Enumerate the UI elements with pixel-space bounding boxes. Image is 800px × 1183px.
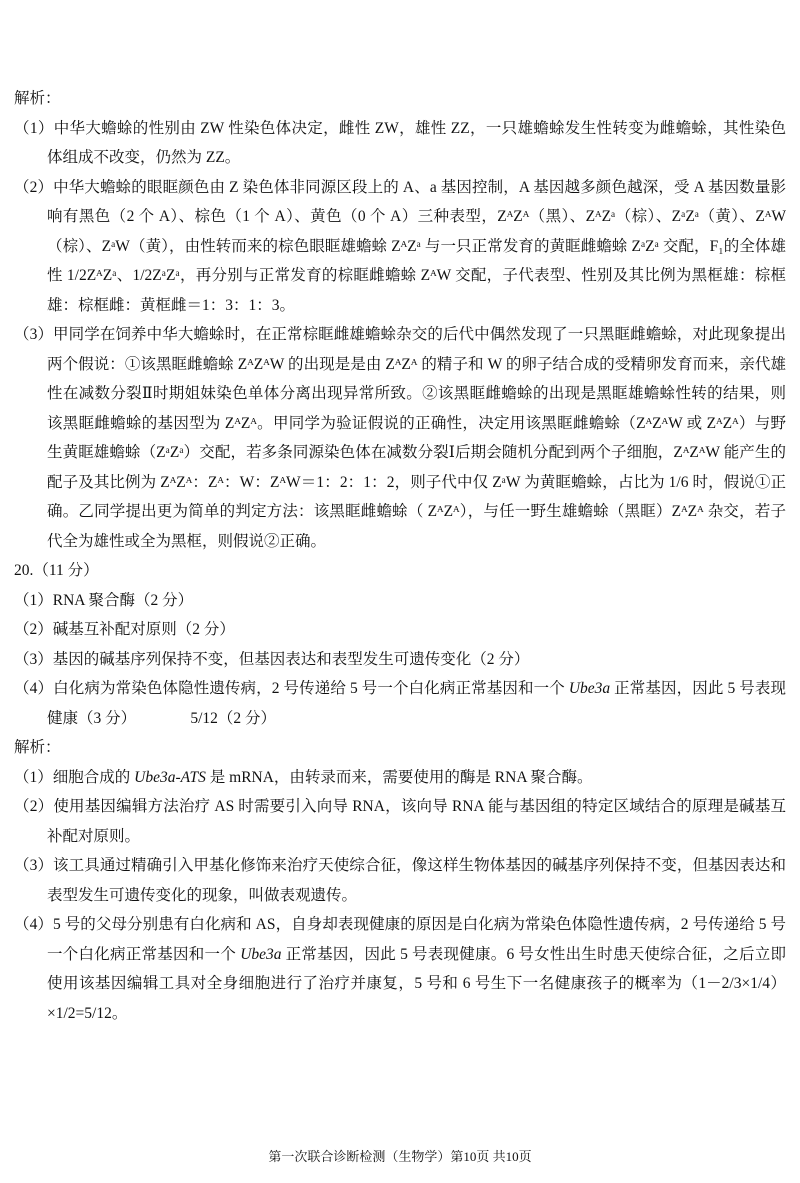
text-run: 正常基因，因此 5 号表现健康（3 分） 5/12（2 分） [47, 680, 786, 727]
explain-item-4 [14, 910, 786, 1028]
analysis-item-2: （2）中华大蟾蜍的眼眶颜色由 Z 染色体非同源区段上的 A、a 基因控制，A 基因越多颜色越深，受 A 基因数量影响有黑色（2 个 A）、棕色（1 个 A）、黄色（0 个 A）三种表型，ZᴬZᴬ（黑）、ZᴬZᵃ（棕）、ZᵃZᵃ（黄）、ZᴬW（棕）、ZᵃW（黄），由性转而来的棕色眼眶雄蟾蜍 ZᴬZᵃ 与一只正常发育的黄眶雌蟾蜍 ZᵃZᵃ 交配，F₁的全体雄性 1/2ZᴬZᵃ、1/2ZᵃZᵃ，再分别与正常发育的棕眶雌蟾蜍 ZᴬW 交配，子代表型、性别及其比例为黑框雄：棕框雄：棕框雌：黄框雌＝1：3：1：3。 [14, 178, 786, 314]
gene-name-italic: Ube3a [568, 680, 611, 697]
explain-item-3: （3）该工具通过精确引入甲基化修饰来治疗天使综合征，像这样生物体基因的碱基序列保持不变，但基因表达和表型发生可遗传变化的现象，叫做表观遗传。 [14, 857, 786, 904]
text-run: 是 mRNA，由转录而来，需要使用的酶是 RNA 聚合酶。 [205, 768, 593, 786]
question-20-header: 20.（11 分） [14, 562, 99, 579]
text-run: （1）细胞合成的 [14, 768, 135, 786]
answer-item-3: （3）基因的碱基序列保持不变，但基因表达和表型发生可遗传变化（2 分） [14, 650, 530, 668]
gene-name-italic: Ube3a [240, 945, 282, 963]
analysis-item-1: （1）中华大蟾蜍的性别由 ZW 性染色体决定，雌性 ZW，雄性 ZZ，一只雄蟾蜍发生性转变为雌蟾蜍，其性染色体组成不改变，仍然为 ZZ。 [14, 119, 786, 166]
answer-item-2: （2）碱基互补配对原则（2 分） [14, 621, 235, 638]
analysis-heading-2: 解析： [14, 739, 61, 756]
answer-item-4 [14, 674, 786, 733]
text-run: 正常基因，因此 5 号表现健康。6 号女性出生时患天使综合征，之后立即使用该基因编辑工具对全身细胞进行了治疗并康复，5 号和 6 号生下一名健康孩子的概率为（1－2/3×1/4）×1/2=5/12。 [47, 945, 786, 1022]
text-run: （4）白化病为常染色体隐性遗传病，2 号传递给 5 号一个白化病正常基因和一个 [14, 680, 569, 697]
explain-item-1 [14, 763, 786, 793]
answer-item-1: （1）RNA 聚合酶（2 分） [14, 591, 194, 609]
document-content [14, 84, 786, 1028]
explain-item-2: （2）使用基因编辑方法治疗 AS 时需要引入向导 RNA，该向导 RNA 能与基因组的特定区域结合的原理是碱基互补配对原则。 [14, 798, 786, 845]
text-run: （4）5 号的父母分别患有白化病和 AS，自身却表现健康的原因是白化病为常染色体隐性遗传病，2 号传递给 5 号一个白化病正常基因和一个 [14, 916, 786, 963]
page-footer: 第一次联合诊断检测（生物学）第10页 共10页 [268, 1149, 532, 1164]
analysis-item-3: （3）甲同学在饲养中华大蟾蜍时，在正常棕眶雌雄蟾蜍杂交的后代中偶然发现了一只黑眶雌蟾蜍，对此现象提出两个假说：①该黑眶雌蟾蜍 ZᴬZᴬW 的出现是是由 ZᴬZᴬ 的精子和 W 的卵子结合成的受精卵发育而来，亲代雄性在减数分裂Ⅱ时期姐妹染色单体分离出现异常所致。②该黑眶雌蟾蜍的出现是黑眶雄蟾蜍性转的结果，则该黑眶雌蟾蜍的基因型为 ZᴬZᴬ。甲同学为验证假说的正确性，决定用该黑眶雌蟾蜍（ZᴬZᴬW 或 ZᴬZᴬ）与野生黄眶雄蟾蜍（ZᵃZᵃ）交配，若多条同源染色体在减数分裂Ⅰ后期会随机分配到两个子细胞，ZᴬZᴬW 能产生的配子及其比例为 ZᴬZᴬ：Zᴬ：W：ZᴬW＝1：2：1：2，则子代中仅 ZᵃW 为黄眶蟾蜍，占比为 1/6 时，假说①正确。乙同学提出更为简单的判定方法：该黑眶雌蟾蜍（ ZᴬZᴬ），与任一野生雄蟾蜍（黑眶）ZᴬZᴬ 杂交，若子代全为雄性或全为黑框，则假说②正确。 [14, 326, 786, 550]
gene-name-italic: Ube3a-ATS [134, 768, 206, 786]
analysis-heading-1: 解析： [14, 90, 61, 107]
